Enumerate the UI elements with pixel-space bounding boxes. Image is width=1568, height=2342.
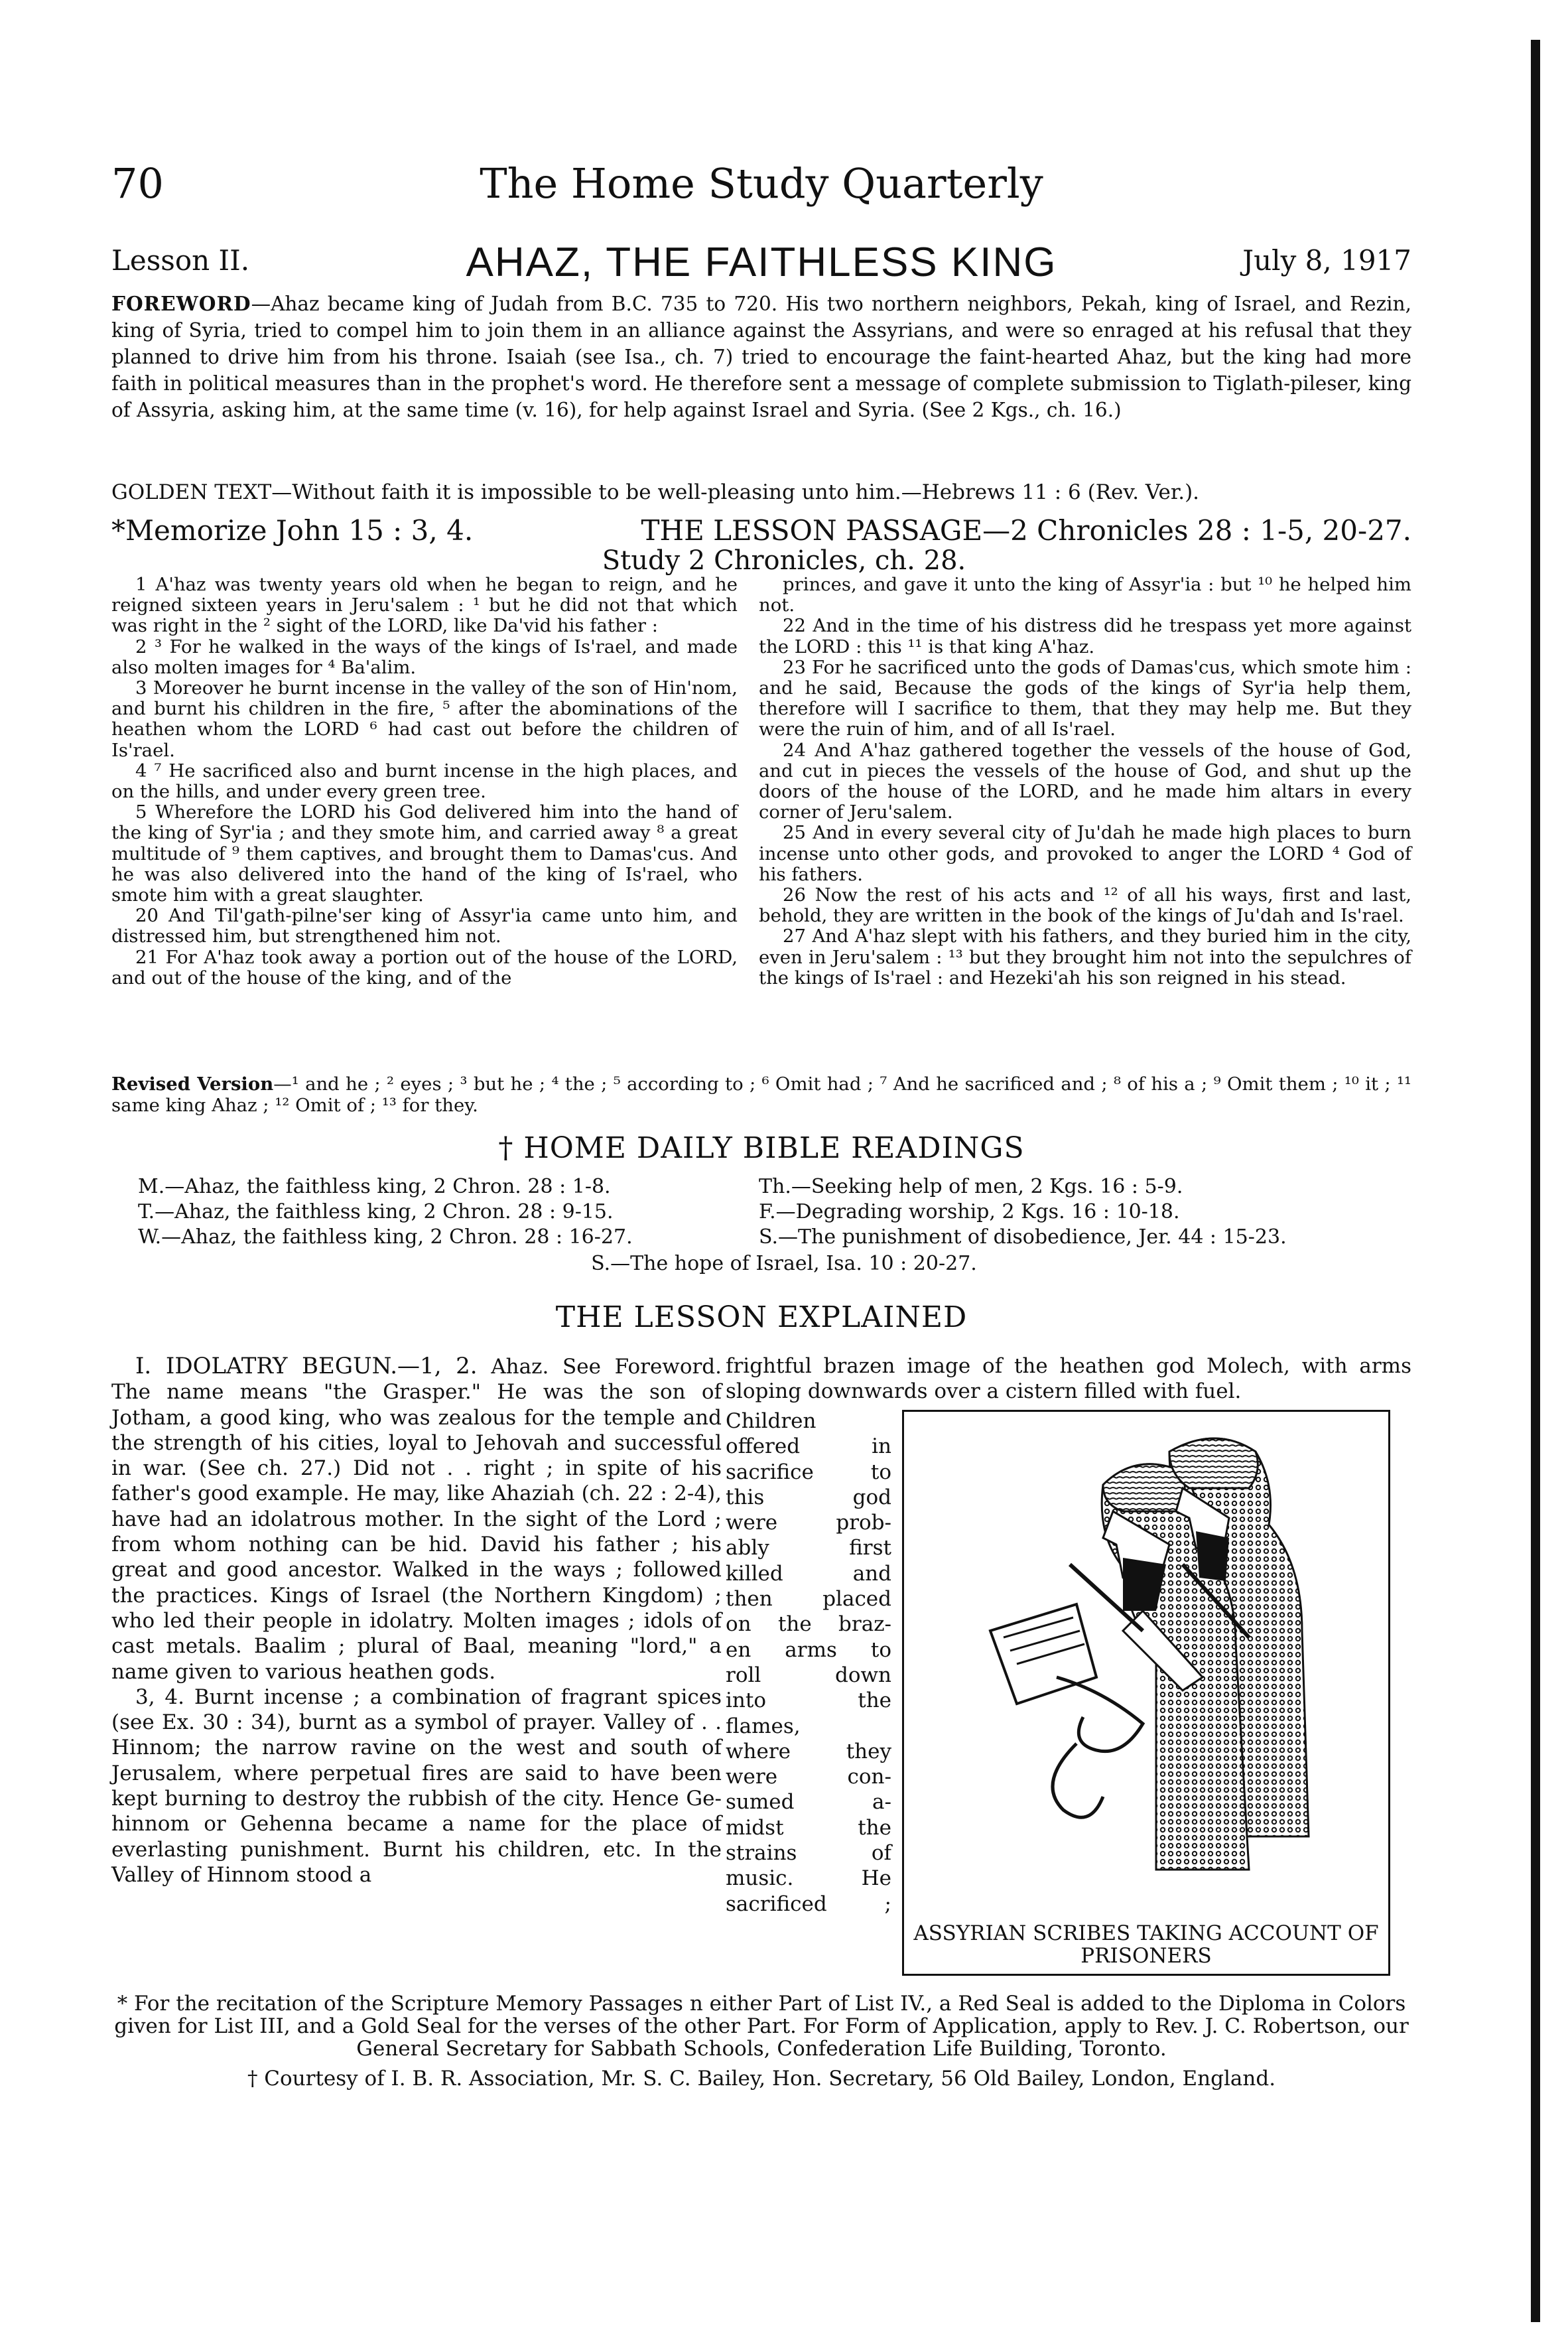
study-line: Study 2 Chronicles, ch. 28. bbox=[602, 545, 966, 576]
verse: 24 And A'haz gathered together the vessels of the house of God, and cut in pieces the vessels of the house of God, and shut up the doors of the house of the LORD, and he made him altars in every corner of Jeru'salem. bbox=[759, 739, 1411, 823]
reading-item: M.—Ahaz, the faithless king, 2 Chron. 28 : 1-8. bbox=[138, 1175, 611, 1198]
golden-text: GOLDEN TEXT—Without faith it is impossible to be well-pleasing unto him.—Hebrews 11 : 6 (Rev. Ver.). bbox=[111, 480, 1200, 504]
narrow-line: were prob- bbox=[726, 1511, 891, 1535]
readings-title: † HOME DAILY BIBLE READINGS bbox=[498, 1131, 1025, 1165]
narrow-line: en arms to bbox=[726, 1637, 891, 1662]
lesson-title: AHAZ, THE FAITHLESS KING bbox=[466, 240, 1057, 285]
passage-left-column bbox=[111, 575, 738, 989]
scan-edge-bar bbox=[1531, 40, 1540, 2322]
verse: 5 Wherefore the LORD his God delivered him into the hand of the king of Syr'ia ; and they smote him, and carried away ⁸ a great multitude of ⁹ them captives, and brought them to Damas'cus. And he was also delivered into the hand of the king of Is'rael, who smote him with a great slaughter. bbox=[111, 801, 738, 906]
narrow-line: Children bbox=[726, 1409, 817, 1433]
readings-sunday: S.—The hope of Israel, Isa. 10 : 20-27. bbox=[591, 1252, 977, 1275]
verse: 27 And A'haz slept with his fathers, and they buried him in the city, even in Jeru'salem : ¹³ but they brought him not into the sepulchres of the kings of Is'rael : and Hezeki'ah his son reigned in his stead. bbox=[759, 926, 1411, 989]
verse: 3 Moreover he burnt incense in the valley of the son of Hin'nom, and burnt his children in the fire, ⁵ after the abominations of the heathen whom the LORD ⁶ had cast out before the children of Is'rael. bbox=[111, 677, 738, 761]
narrow-line: offered in bbox=[726, 1434, 891, 1459]
explained-right-top: frightful brazen image of the heathen god Molech, with arms sloping downwards over a cistern filled with fuel. bbox=[726, 1354, 1411, 1404]
foreword bbox=[111, 291, 1411, 423]
footnote-memory: * For the recitation of the Scripture Memory Passages n either Part of List IV., a Red Seal is added to the Diploma in Colors given for List III, and a Gold Seal for the verses of the other Part. For Form of Application, apply to Rev. J. C. Robertson, our General Secretary for Sabbath Schools, Confederation Life Building, Toronto. bbox=[114, 1992, 1409, 2061]
verse: 23 For he sacrificed unto the gods of Damas'cus, which smote him : and he said, Because the gods of the kings of Syr'ia help them, therefore will I sacrifice to them, that they may help me. But they were the ruin of him, and of all Is'rael. bbox=[759, 656, 1411, 740]
verse: 1 A'haz was twenty years old when he began to reign, and he reigned sixteen years in Jeru'salem : ¹ but he did not that which was right in the ² sight of the LORD, like Da'vid his father : bbox=[111, 574, 738, 637]
narrow-line: on the braz- bbox=[726, 1612, 891, 1637]
readings-left bbox=[138, 1174, 633, 1250]
verse: princes, and gave it unto the king of Assyr'ia : but ¹⁰ he helped him not. bbox=[759, 574, 1411, 616]
reading-item: T.—Ahaz, the faithless king, 2 Chron. 28 : 9-15. bbox=[138, 1200, 614, 1223]
narrow-line: killed and bbox=[726, 1561, 891, 1586]
passage-heading bbox=[111, 514, 1411, 547]
verse: 26 Now the rest of his acts and ¹² of all his ways, first and last, behold, they are written in the book of the kings of Ju'dah and Is'rael. bbox=[759, 884, 1411, 927]
verse: 21 For A'haz took away a portion out of the house of the LORD, and out of the house of the king, and of the bbox=[111, 946, 738, 989]
foreword-label: FOREWORD bbox=[111, 292, 251, 315]
verse: 20 And Til'gath-pilne'ser king of Assyr'ia came unto him, and distressed him, but strengthened him not. bbox=[111, 905, 738, 947]
narrow-line: where they bbox=[726, 1739, 891, 1763]
reading-item: W.—Ahaz, the faithless king, 2 Chron. 28 : 16-27. bbox=[138, 1225, 633, 1249]
reading-item: F.—Degrading worship, 2 Kgs. 16 : 10-18. bbox=[759, 1200, 1180, 1223]
foreword-text: —Ahaz became king of Judah from B.C. 735 to 720. His two northern neighbors, Pekah, king of Israel, and Rezin, king of Syria, tried to compel him to join them in an alliance against the Assyrians, and were so enraged at his refusal that they planned to drive him from his throne. Isaiah (see Isa., ch. 7) tried to encourage the faint-hearted Ahaz, but the king had more faith in political measures than in the prophet's word. He therefore sent a message of complete submission to Tiglath-pileser, king of Assyria, asking him, at the same time (v. 16), for help against Israel and Syria. (See 2 Kgs., ch. 16.) bbox=[111, 293, 1411, 421]
explained-title: THE LESSON EXPLAINED bbox=[555, 1300, 968, 1334]
narrow-line: music. He bbox=[726, 1866, 891, 1891]
verse: 25 And in every several city of Ju'dah he made high places to burn incense unto other gods, and provoked to anger the LORD ⁴ God of his fathers. bbox=[759, 822, 1411, 885]
narrow-line: strains of bbox=[726, 1841, 891, 1866]
reading-item: S.—The punishment of disobedience, Jer. 44 : 15-23. bbox=[759, 1225, 1287, 1249]
section-heading: I. IDOLATRY BEGUN.—1, 2. bbox=[135, 1353, 478, 1379]
verse: 22 And in the time of his distress did he trespass yet more against the LORD : this ¹¹ is that king A'haz. bbox=[759, 615, 1411, 657]
verse: 4 ⁷ He sacrificed also and burnt incense in the high places, and on the hills, and under every green tree. bbox=[111, 760, 738, 803]
page-number: 70 bbox=[111, 159, 164, 208]
lesson-number: Lesson II. bbox=[111, 244, 250, 277]
running-title: The Home Study Quarterly bbox=[480, 159, 1043, 208]
passage-title: THE LESSON PASSAGE—2 Chronicles 28 : 1-5, 20-27. bbox=[641, 514, 1411, 547]
narrow-line: ably first bbox=[726, 1536, 891, 1560]
explained-left-column bbox=[111, 1353, 722, 1888]
narrow-line: then placed bbox=[726, 1587, 891, 1612]
revised-version bbox=[111, 1073, 1411, 1116]
narrow-line: were con- bbox=[726, 1765, 891, 1789]
lesson-heading bbox=[111, 239, 1411, 285]
reading-item: Th.—Seeking help of men, 2 Kgs. 16 : 5-9. bbox=[759, 1175, 1183, 1198]
narrow-line: sumed a- bbox=[726, 1790, 891, 1815]
lesson-date: July 8, 1917 bbox=[1242, 244, 1411, 277]
verse: 2 ³ For he walked in the ways of the kings of Is'rael, and made also molten images for ⁴ Ba'alim. bbox=[111, 636, 738, 678]
explained-paragraph-1: I. IDOLATRY BEGUN.—1, 2. Ahaz. See Foreword. The name means "the Grasper." He was the son of Jotham, a good king, who was zealous for the temple and the strength of his cities, loyal to Jehovah and successful in war. (See ch. 27.) Did not . . right ; in spite of his father's good example. He may, like Ahaziah (ch. 22 : 2-4), have had an idolatrous mother. In the sight of the Lord ; from whom nothing can be hid. David his father ; his great and good ancestor. Walked in the ways ; followed the practices. Kings of Israel (the Northern Kingdom) ; who led their people in idolatry. Molten images ; idols of cast metals. Baalim ; plural of Baal, meaning "lord," a name given to various heathen gods. bbox=[111, 1353, 722, 1684]
passage-right-column bbox=[759, 575, 1411, 989]
memorize-note: *Memorize John 15 : 3, 4. bbox=[111, 514, 474, 547]
readings-right bbox=[759, 1174, 1287, 1250]
narrow-line: flames, bbox=[726, 1714, 801, 1738]
figure-assyrian-scribes bbox=[902, 1410, 1390, 1976]
narrow-line: sacrifice to bbox=[726, 1460, 891, 1484]
narrow-line: this god bbox=[726, 1485, 891, 1509]
figure-caption: ASSYRIAN SCRIBES TAKING ACCOUNT OF PRISONERS bbox=[913, 1921, 1379, 1968]
running-header bbox=[111, 159, 1411, 212]
revised-text: —¹ and he ; ² eyes ; ³ but he ; ⁴ the ; ⁵ according to ; ⁶ Omit had ; ⁷ And he sacrificed and ; ⁸ of his a ; ⁹ Omit them ; ¹⁰ it ; ¹¹ same king Ahaz ; ¹² Omit of ; ¹³ for they. bbox=[111, 1073, 1412, 1116]
assyrian-scribes-illustration-icon bbox=[904, 1412, 1388, 1916]
narrow-line: roll down bbox=[726, 1663, 891, 1687]
explained-paragraph-2: 3, 4. Burnt incense ; a combination of fragrant spices (see Ex. 30 : 34), burnt as a symbol of prayer. Valley of . . Hinnom; the narrow ravine on the west and south of Jerusalem, where perpetual fires are said to have been kept burning to destroy the rubbish of the city. Hence Ge-hinnom or Gehenna became a name for the place of everlasting punishment. Burnt his children, etc. In the Valley of Hinnom stood a bbox=[111, 1685, 722, 1887]
footnote-courtesy: † Courtesy of I. B. R. Association, Mr. S. C. Bailey, Hon. Secretary, 56 Old Bailey, London, England. bbox=[247, 2067, 1276, 2091]
narrow-line: sacrificed ; bbox=[726, 1892, 891, 1916]
narrow-line: into the bbox=[726, 1688, 891, 1713]
explained-narrow-column bbox=[726, 1409, 891, 1917]
revised-label: Revised Version bbox=[111, 1073, 274, 1095]
narrow-line: midst the bbox=[726, 1815, 891, 1840]
